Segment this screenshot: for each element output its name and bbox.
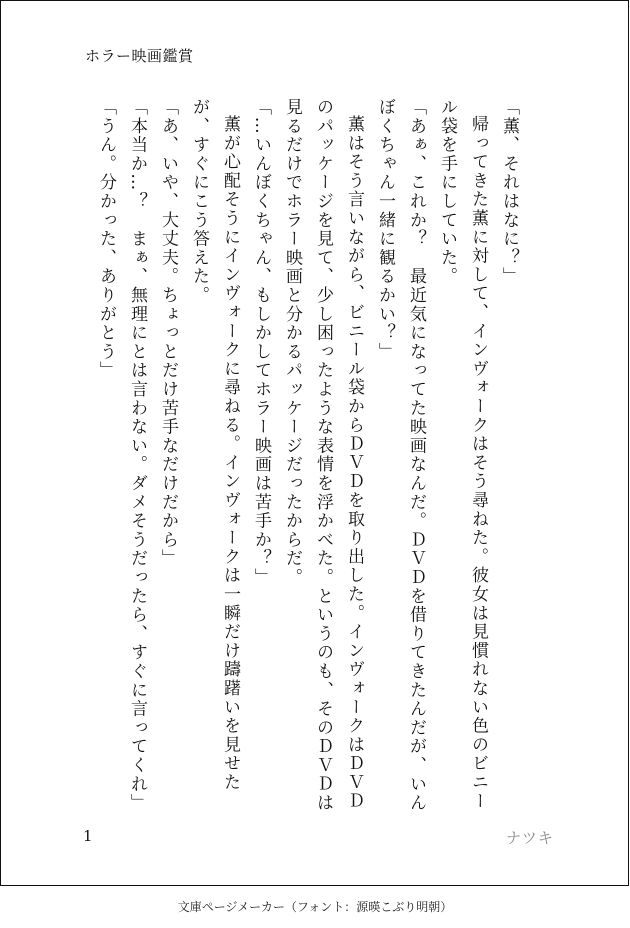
paragraph: 帰ってきた薫に対して、インヴォークはそう尋ねた。彼女は見慣れない色のビニール袋を手にしていた。 xyxy=(437,98,488,811)
body-text xyxy=(73,98,524,818)
paragraph: 「…いんぼくちゃん、もしかしてホラー映画は苦手か？」 xyxy=(251,98,271,587)
paragraph: 「本当か…？ まぁ、無理にとは言わない。ダメそうだったら、すぐに言ってくれ」 xyxy=(127,98,147,813)
paragraph: 「薫、それはなに？」 xyxy=(499,98,519,286)
author-name: ナツキ xyxy=(506,829,554,847)
page-number: 1 xyxy=(83,827,93,845)
paragraph: 薫が心配そうにインヴォークに尋ねる。インヴォークは一瞬だけ躊躇いを見せたが、すぐにこう答えた。 xyxy=(189,98,240,792)
footer-credit: 文庫ページメーカー（フォント：源暎こぶり明朝） xyxy=(177,900,453,914)
book-title: ホラー映画鑑賞 xyxy=(85,47,194,65)
paragraph: 薫はそう言いながら、ビニール袋からＤＶＤを取り出した。インヴォークはＤＶＤのパッケージを見て、少し困ったような表情を浮かべた。というのも、そのＤＶＤは見るだけでホラー映画と分かるパッケージだったからだ。 xyxy=(282,98,364,813)
paragraph: 「うん。分かった、ありがとう」 xyxy=(96,98,116,380)
paragraph: 「あ、いや、大丈夫。ちょっとだけ苦手なだけだから」 xyxy=(158,98,178,568)
paragraph: 「あぁ、これか？ 最近気になってた映画なんだ。ＤＶＤを借りてきたんだが、いんぼくちゃん一緒に観るかい？」 xyxy=(375,98,426,813)
